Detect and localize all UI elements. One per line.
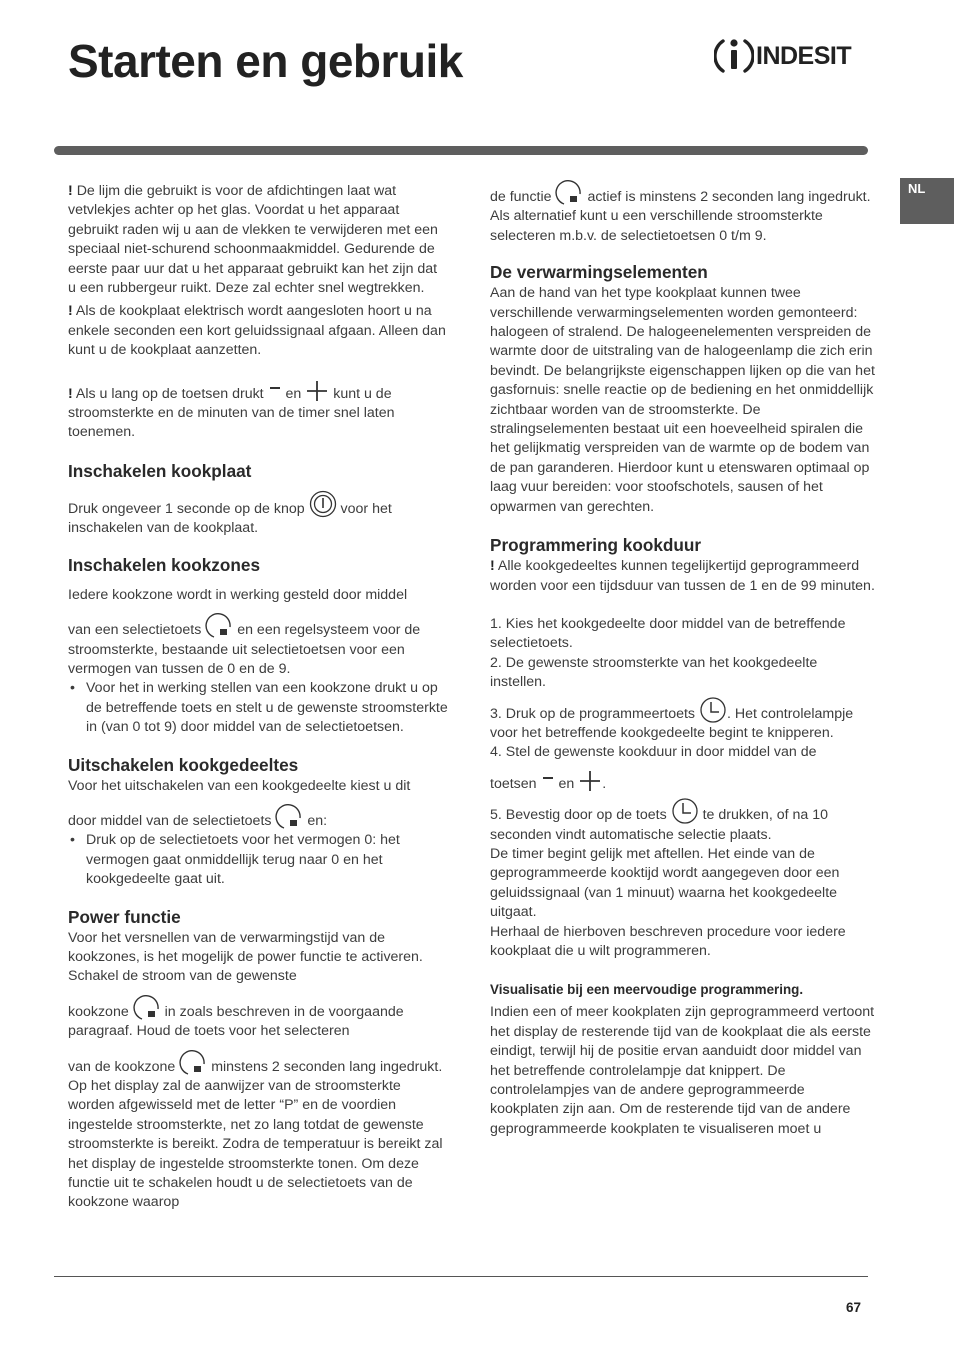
power-button-icon [309, 490, 337, 518]
list-item: • Voor het in werking stellen van een kookzone drukt u op de betreffende toets en stelt u de gewenste stroomsterkte in (van 0 tot 9) door middel van de selectietoetsen. [68, 679, 448, 737]
text-visualisatie: Indien een of meer kookplaten zijn geprogrammeerd vertoont het display de resterende tijd van de kookplaat die als eerste eindigt, terwijl hij de positie ervan aanduidt door middel van het betreffende controlelampje dat knippert. De controlelampjes van de andere geprogrammeerde kookplaten zijn aan. Om de resterende tijd van de andere geprogrammeerde kookplaten te visualiseren moet u [490, 1004, 875, 1137]
step-3: 3. Druk op de programmeertoets . Het controlelampje voor het betreffende kookgedeelte begint te knipperen. [490, 697, 875, 744]
minus-icon [541, 773, 555, 793]
step-4-line1: 4. Stel de gewenste kookduur in door middel van de [490, 744, 817, 761]
text-repeat: Herhaal de hierboven beschreven procedure voor iedere kookplaat die u wilt programmeren. [490, 923, 846, 959]
text-power-c: van de kookzone minstens 2 seconden lang ingedrukt. Op het display zal de aanwijzer van de stroomsterkte worden afgewisseld met de letter “P” en de voordien ingestelde stroomsterkte, net zo lang totdat de gewenste stroomsterkte is bereikt. Zodra de temperatuur is bereikt zal het display de ingestelde stroomsterkte tonen. Om deze functie uit te schakelen houdt u de selectietoets van de kookzone waarop [68, 1050, 448, 1213]
plus-icon [305, 381, 329, 403]
plus-icon [578, 771, 602, 793]
indesit-logo-icon [714, 33, 754, 77]
text-uitschakelen-line1: Voor het uitschakelen van een kookgedeelte kiest u dit [68, 777, 411, 794]
language-tab [900, 178, 954, 224]
heading-verwarmingselementen: De verwarmingselementen [490, 262, 708, 283]
heading-visualisatie: Visualisatie bij een meervoudige programmering. [490, 982, 804, 998]
left-column [68, 182, 448, 1213]
text-timer: De timer begint gelijk met aftellen. Het einde van de geprogrammeerde kooktijd wordt aangegeven door een geluidssignaal (van 1 minuut) waarna het kookgedeelte uitgaat. [490, 845, 840, 921]
uitschakelen-list [68, 831, 448, 889]
heading-uitschakelen: Uitschakelen kookgedeeltes [68, 754, 299, 775]
timer-clock-icon [699, 697, 727, 723]
step-5: 5. Bevestig door op de toets te drukken, of na 10 seconden vindt automatische selectie plaats. [490, 798, 875, 845]
text-power-a: kookzone in zoals beschreven in de voorgaande paragraaf. Houd de toets voor het selecteren [68, 995, 448, 1042]
note-glue: ! De lijm die gebruikt is voor de afdichtingen laat wat vetvlekjes achter op het glas. Voordat u het apparaat gebruikt raden wij u aan de vlekken te verwijderen met een speciaal niet-schurend schoonmaakmiddel. Gedurende de eerste paar uur dat u het apparaat gebruikt kan het zijn dat u een rubbergeur ruikt. Deze zal echter snel wegtrekken. [68, 183, 438, 297]
heading-inschakelen-kookzones: Inschakelen kookzones [68, 554, 260, 575]
note-fast-increase: ! Als u lang op de toetsen drukt en kunt u de stroomsterkte en de minuten van de timer snel laten toenemen. [68, 381, 448, 443]
heading-inschakelen-kookplaat: Inschakelen kookplaat [68, 460, 252, 481]
header-divider [54, 146, 868, 155]
page-title: Starten en gebruik [68, 35, 463, 87]
text-power-continued: de functie actief is minstens 2 seconden lang ingedrukt. Als alternatief kunt u een verschillende stroomsterkte selecteren m.b.v. de selectietoetsen 0 t/m 9. [490, 180, 875, 246]
timer-clock-icon [671, 798, 699, 824]
page-number: 67 [846, 1300, 862, 1315]
list-item: • Druk op de selectietoets voor het vermogen 0: het vermogen gaat onmiddellijk terug naar 0 en het kookgedeelte gaat uit. [68, 831, 448, 889]
kookzones-list [68, 679, 448, 737]
text-kookzones-line1: Iedere kookzone wordt in werking gesteld door middel [68, 586, 408, 603]
footer-divider [54, 1276, 868, 1277]
step-4-line2: toetsen en . [490, 771, 875, 794]
heading-power: Power functie [68, 906, 181, 927]
text-verwarmingselementen: Aan de hand van het type kookplaat kunnen twee verschillende verwarmingselementen worden gemonteerd: halogeen of stralend. De halogeenelementen verspreiden de warmte door de uitstraling van de halogeenlamp die zich erin bevindt. De belangrijkste eigenschappen lijken op die van het gasfornuis: snelle reactie op de bediening en het onmiddellijk zichtbaar worden van de stroomsterkte. De stralingselementen bestaat uit een hoeveelheid spiralen die het gelijkmatig verspreiden van de warmte op de bodem van de pan garanderen. Hierdoor kunt u etenswaren optimaal op laag vuur bereiden: voor stoofschotels, sausen of het opwarmen van gerechten. [490, 285, 875, 515]
heading-programmering: Programmering kookduur [490, 535, 702, 556]
note-signal: ! Als de kookplaat elektrisch wordt aangesloten hoort u na enkele seconden een kort geluidssignaal afgaan. Alleen dan kunt u de kookplaat aanzetten. [68, 303, 446, 359]
zone-selector-icon [179, 1050, 207, 1076]
text-uitschakelen: door middel van de selectietoets en: [68, 804, 448, 831]
text-inschakelen-kookplaat: Druk ongeveer 1 seconde op de knop voor het inschakelen van de kookplaat. [68, 490, 448, 539]
brand-name: INDESIT [756, 42, 852, 70]
zone-selector-icon [555, 180, 583, 206]
step-1: 1. Kies het kookgedeelte door middel van de betreffende selectietoets. [490, 615, 846, 652]
minus-icon [268, 383, 282, 403]
zone-selector-icon [205, 613, 233, 639]
right-column [490, 180, 875, 1139]
text-kookzones: van een selectietoets en een regelsysteem voor de stroomsterkte, bestaande uit selectietoetsen voor een vermogen van tussen de 0 en de 9. [68, 613, 448, 679]
text-power-line1: Voor het versnellen van de verwarmingstijd van de kookzones, is het mogelijk de power functie te activeren. Schakel de stroom van de gewenste [68, 929, 423, 985]
language-tab-label: NL [908, 181, 926, 196]
step-2: 2. De gewenste stroomsterkte van het kookgedeelte instellen. [490, 654, 818, 691]
brand-logo [714, 33, 870, 77]
zone-selector-icon [275, 804, 303, 830]
zone-selector-icon [133, 995, 161, 1021]
note-programmering: ! Alle kookgedeeltes kunnen tegelijkertijd geprogrammeerd worden voor een tijdsduur van tussen de 1 en de 99 minuten. [490, 558, 875, 594]
